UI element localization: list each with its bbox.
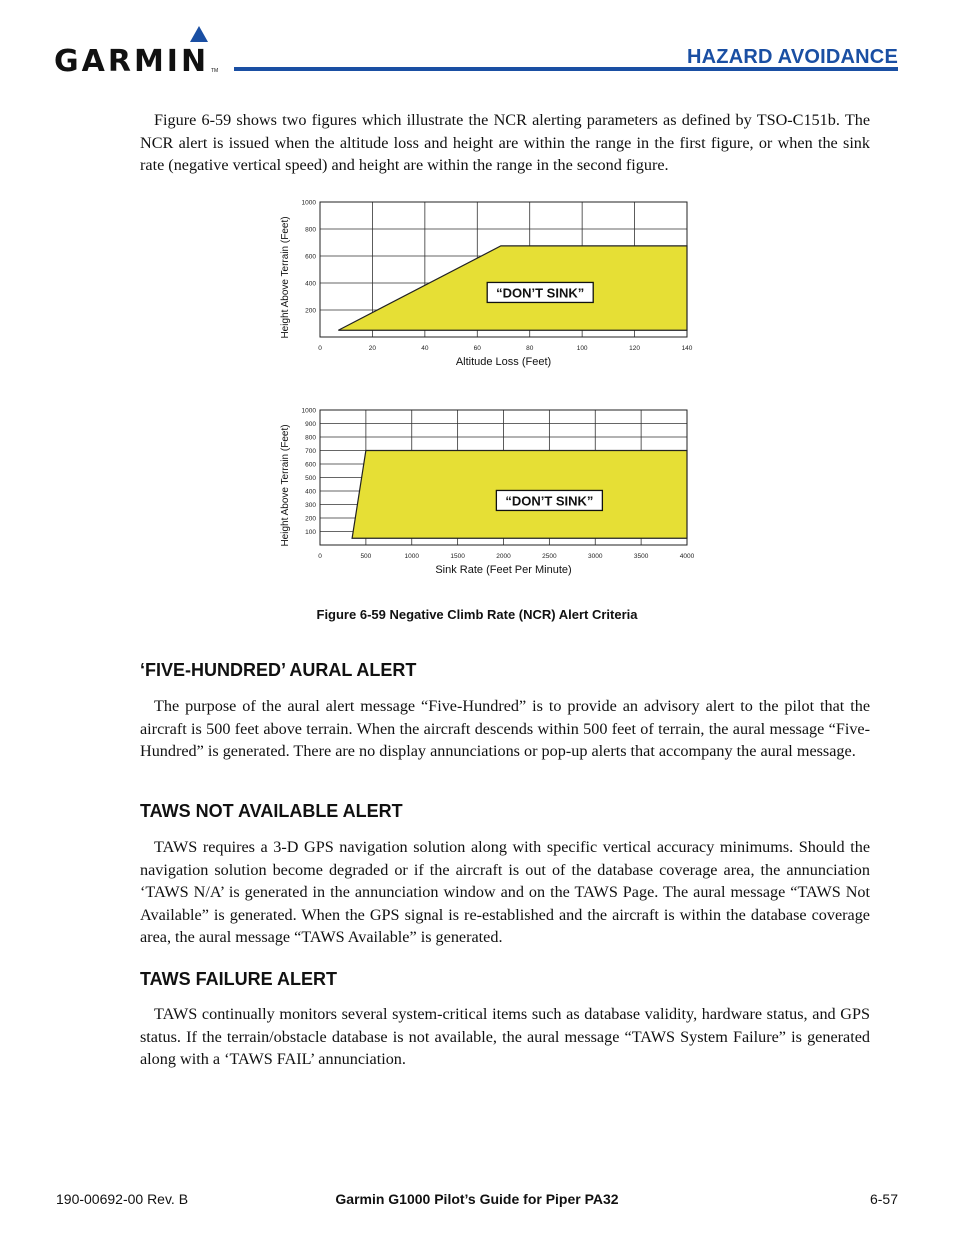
y-tick-label: 1000 <box>301 199 316 207</box>
section-heading-five-hundred: ‘FIVE-HUNDRED’ AURAL ALERT <box>140 660 417 680</box>
doc-number: 190-00692-00 Rev. B <box>56 1191 189 1207</box>
x-tick-label: 500 <box>360 553 372 560</box>
section-text-five-hundred: The purpose of the aural alert message “Five-Hundred” is to provide an advisory alert to the pilot that the aircraft is 500 feet above terrain. When the aircraft descends within 500 feet of terrain, the aural message “Five-Hundred” is generated. There are no display annunciations or pop-up alerts that accompany the aural message. <box>140 697 870 760</box>
footer-title: Garmin G1000 Pilot’s Guide for Piper PA32 <box>335 1191 619 1207</box>
x-tick-label: 100 <box>576 345 588 352</box>
y-axis-label: Height Above Terrain (Feet) <box>280 216 291 339</box>
intro-paragraph: Figure 6-59 shows two figures which illustrate the NCR alerting parameters as defined by TSO-C151b. The NCR alert is issued when the altitude loss and height are within the range in the first figure, or when the sink rate (negative vertical speed) and height are within the range in the second figure. <box>140 111 870 174</box>
altitude-loss-chart <box>270 190 710 375</box>
y-tick-label: 400 <box>305 488 316 496</box>
x-tick-label: 140 <box>681 345 693 352</box>
x-tick-label: 1500 <box>450 553 465 560</box>
x-tick-label: 20 <box>368 345 377 352</box>
x-tick-label: 0 <box>318 345 322 352</box>
y-tick-label: 500 <box>305 475 316 482</box>
x-tick-label: 4000 <box>679 553 695 560</box>
y-tick-label: 200 <box>305 307 316 315</box>
garmin-wordmark: GARMIN <box>54 44 210 79</box>
x-axis-label: Sink Rate (Feet Per Minute) <box>435 564 572 576</box>
dont-sink-label: “DON’T SINK” <box>496 285 585 301</box>
y-tick-label: 700 <box>305 448 316 455</box>
x-tick-label: 2500 <box>542 553 557 560</box>
sink-rate-chart <box>270 398 710 583</box>
y-tick-label: 800 <box>305 434 316 442</box>
section-heading-taws-not-available: TAWS NOT AVAILABLE ALERT <box>140 801 403 821</box>
y-tick-label: 100 <box>305 529 316 536</box>
x-tick-label: 3500 <box>633 553 649 560</box>
x-tick-label: 2000 <box>496 553 511 560</box>
y-tick-label: 900 <box>305 421 316 428</box>
section-text-taws-failure: TAWS continually monitors several system-critical items such as database validity, hardware status, and GPS status. If the terrain/obstacle database is not available, the aural message “TAWS System Failure” is generated along with a ‘TAWS FAIL’ annunciation. <box>140 1005 870 1068</box>
y-tick-label: 1000 <box>301 407 316 415</box>
garmin-logo <box>54 24 224 79</box>
y-tick-label: 300 <box>305 502 316 509</box>
y-tick-label: 200 <box>305 515 316 523</box>
y-tick-label: 600 <box>305 461 316 469</box>
section-heading-taws-failure: TAWS FAILURE ALERT <box>140 969 337 989</box>
dont-sink-label: “DON’T SINK” <box>505 493 594 509</box>
y-tick-label: 400 <box>305 280 316 288</box>
page-number: 6-57 <box>869 1191 898 1207</box>
section-title: HAZARD AVOIDANCE <box>687 46 898 68</box>
figure-caption: Figure 6-59 Negative Climb Rate (NCR) Alert Criteria <box>316 607 638 622</box>
x-tick-label: 1000 <box>404 553 419 560</box>
trademark-mark: TM <box>211 68 219 74</box>
section-text-taws-not-available: TAWS requires a 3-D GPS navigation solution along with specific vertical accuracy minimums. Should the navigation solution become degraded or if the aircraft is out of the database coverage area, the annunciation ‘TAWS N/A’ is generated in the annunciation window and on the TAWS Page. The aural message “TAWS Not Available” is generated. When the GPS signal is re-established and the aircraft is within the database coverage area, the aural message “TAWS Available” is generated. <box>140 838 870 946</box>
x-tick-label: 120 <box>629 345 641 352</box>
x-tick-label: 40 <box>421 345 429 352</box>
x-tick-label: 3000 <box>588 553 603 560</box>
y-axis-label: Height Above Terrain (Feet) <box>280 424 291 547</box>
y-tick-label: 600 <box>305 253 316 261</box>
x-tick-label: 80 <box>526 345 534 352</box>
x-tick-label: 0 <box>318 553 322 560</box>
x-axis-label: Altitude Loss (Feet) <box>455 356 552 368</box>
garmin-triangle-icon <box>190 26 208 42</box>
x-tick-label: 60 <box>473 345 481 352</box>
y-tick-label: 800 <box>305 226 316 234</box>
